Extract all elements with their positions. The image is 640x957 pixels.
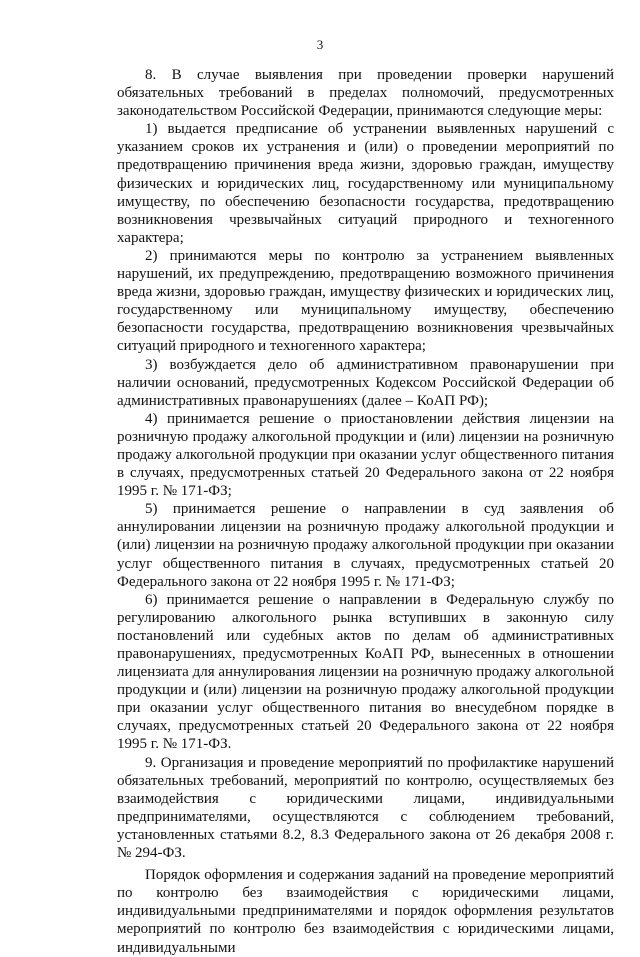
paragraph-9: 9. Организация и проведение мероприятий по профилактике нарушений обязательных требований, мероприятий по контролю, осуществляемых без взаимодействия с юридическими лицами, индивидуальными предпринимателями, осуществляются с соблюдением требований, установленных статьями 8.2, 8.3 Федерального закона от 26 декабря 2008 г. № 294-ФЗ. <box>117 754 614 862</box>
document-body <box>117 66 614 957</box>
paragraph-8-item-3: 3) возбуждается дело об административном правонарушении при наличии оснований, предусмотренных Кодексом Российской Федерации об административных правонарушениях (далее – КоАП РФ); <box>117 356 614 409</box>
page-number: 3 <box>316 37 324 52</box>
paragraph-8-intro: 8. В случае выявления при проведении проверки нарушений обязательных требований в пределах полномочий, предусмотренных законодательством Российской Федерации, принимаются следующие меры: <box>117 67 614 120</box>
paragraph-8-item-2: 2) принимаются меры по контролю за устранением выявленных нарушений, их предупреждению, предотвращению возможного причинения вреда жизни, здоровью граждан, имуществу физических и юридических лиц, государственному или муниципальному имуществу, обеспечению безопасности государства, предотвращению возникновения чрезвычайных ситуаций природного и техногенного характера; <box>117 247 614 355</box>
paragraph-8-item-4: 4) принимается решение о приостановлении действия лицензии на розничную продажу алкогольной продукции и (или) лицензии на розничную продажу алкогольной продукции при оказании услуг общественного питания в случаях, предусмотренных статьей 20 Федерального закона от 22 ноября 1995 г. № 171-ФЗ; <box>117 410 614 500</box>
paragraph-8-item-6: 6) принимается решение о направлении в Федеральную службу по регулированию алкогольного рынка вступивших в законную силу постановлений или судебных актов по делам об административных правонарушениях, предусмотренных КоАП РФ, вынесенных в отношении лицензиата для аннулирования лицензии на розничную продажу алкогольной продукции и (или) лицензии на розничную продажу алкогольной продукции при оказании услуг общественного питания во внесудебном порядке в случаях, предусмотренных статьей 20 Федерального закона от 22 ноября 1995 г. № 171-ФЗ. <box>117 591 614 753</box>
paragraph-procedure: Порядок оформления и содержания заданий на проведение мероприятий по контролю без взаимодействия с юридическими лицами, индивидуальными предпринимателями и порядок оформления результатов мероприятий по контролю без взаимодействия с юридическими лицами, индивидуальными <box>117 867 614 956</box>
paragraph-8-item-5: 5) принимается решение о направлении в суд заявления об аннулировании лицензии на розничную продажу алкогольной продукции и (или) лицензии на розничную продажу алкогольной продукции при оказании услуг общественного питания в случаях, предусмотренных статьей 20 Федерального закона от 22 ноября 1995 г. № 171-ФЗ; <box>117 501 614 590</box>
paragraph-8-item-1: 1) выдается предписание об устранении выявленных нарушений с указанием сроков их устранения и (или) о проведении мероприятий по предотвращению причинения вреда жизни, здоровью граждан, имуществу физических и юридических лиц, государственному или муниципальному имуществу, по обеспечению безопасности государства, предотвращению возникновения чрезвычайных ситуаций природного и техногенного характера; <box>117 121 614 246</box>
